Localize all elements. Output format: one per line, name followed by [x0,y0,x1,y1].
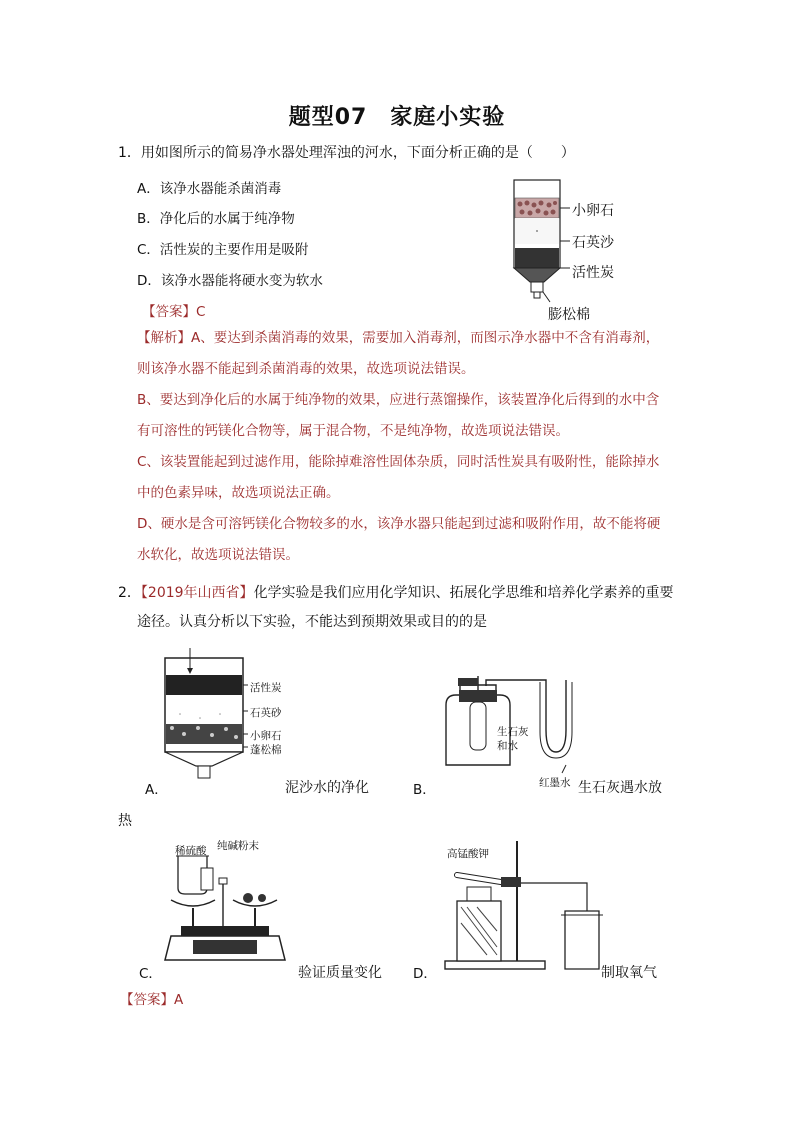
q2-answer [120,988,183,1008]
q2c-label-soda-ash: 纯碱粉末 [217,840,259,852]
q2a-label-pebbles: 小卵石 [250,730,282,742]
q1-option-b: B．净化后的水属于纯净物 [137,211,295,227]
q2b-label-red-ink: 红墨水 [539,777,571,789]
q2-option-b-text-cont: 热 [118,813,132,829]
q1-option-c: C．活性炭的主要作用是吸附 [137,242,309,258]
q2-option-d-text: 制取氧气 [601,965,657,981]
q1-analysis-line: 【解析】A、要达到杀菌消毒的效果，需要加入消毒剂，而图示净水器中不含有消毒剂， [137,330,660,346]
q2a-label-carbon: 活性炭 [250,682,282,694]
q2-number: 2． [118,585,141,601]
q2d-label-potassium-permanganate: 高锰酸钾 [447,848,489,860]
q2a-label-cotton: 蓬松棉 [250,744,282,756]
q2b-label-quicklime: 生石灰 [497,726,529,738]
q1-label-quartz-sand: 石英沙 [572,235,614,251]
q2-stem-line2: 途径。认真分析以下实验，不能达到预期效果或目的的是 [137,614,487,630]
q2-source: 【2019年山西省】 [140,585,254,601]
q2-option-b-letter: B． [413,782,436,798]
q1-label-cotton: 膨松棉 [548,307,590,323]
q2-option-a-letter: A． [145,782,168,798]
q2-figure-c-balance [163,848,293,973]
q1-analysis-line: 则该净水器不能起到杀菌消毒的效果，故选项说法错误。 [137,361,475,377]
q1-stem-row [118,143,575,163]
q2-stem-row [118,583,674,603]
q1-analysis-line: 有可溶性的钙镁化合物等，属于混合物，不是纯净物，故选项说法错误。 [137,423,569,439]
q2-figure-b-apparatus [436,650,586,775]
q1-answer [142,300,205,320]
q1-answer-value: C [196,304,206,320]
q2-stem-line1: 化学实验是我们应用化学知识、拓展化学思维和培养化学素养的重要 [253,585,674,601]
q1-analysis-line: D、硬水是含可溶钙镁化合物较多的水，该净水器只能起到过滤和吸附作用，故不能将硬 [137,516,661,532]
q2-answer-value: A [174,992,184,1008]
page-title: 题型07 家庭小实验 [288,105,506,130]
q2c-label-dilute-sulfuric-acid: 稀硫酸 [175,845,207,857]
q2-option-c-letter: C． [139,966,162,982]
q1-analysis-tag: 【解析】 [137,330,191,346]
q2a-label-quartz: 石英砂 [250,707,282,719]
q1-answer-tag: 【答案】 [142,304,196,320]
q2-option-c-text: 验证质量变化 [298,965,382,981]
q1-stem: 用如图所示的简易净水器处理浑浊的河水，下面分析正确的是（ ） [140,145,575,161]
q1-analysis-line: B、要达到净化后的水属于纯净物的效果，应进行蒸馏操作，该装置净化后得到的水中含 [137,392,660,408]
q2-option-b-text: 生石灰遇水放 [578,780,662,796]
q1-number: 1． [118,145,141,161]
q2-figure-a-filter [160,648,250,783]
q1-option-d: D．该净水器能将硬水变为软水 [137,273,323,289]
q1-analysis-line: C、该装置能起到过滤作用，能除掉难溶性固体杂质，同时活性炭具有吸附性，能除掉水 [137,454,660,470]
q2b-label-and-water: 和水 [497,740,518,752]
q2-option-d-letter: D． [413,966,437,982]
q2-option-a-text: 泥沙水的净化 [285,780,369,796]
q2-answer-tag: 【答案】 [120,992,174,1008]
q1-label-activated-carbon: 活性炭 [572,265,614,281]
q1-analysis-line: 中的色素异味，故选项说法正确。 [137,485,340,501]
q1-analysis [137,323,677,571]
q1-analysis-line: 水软化，故选项说法错误。 [137,547,299,563]
q1-option-a: A．该净水器能杀菌消毒 [137,181,282,197]
q1-label-pebbles: 小卵石 [572,203,614,219]
